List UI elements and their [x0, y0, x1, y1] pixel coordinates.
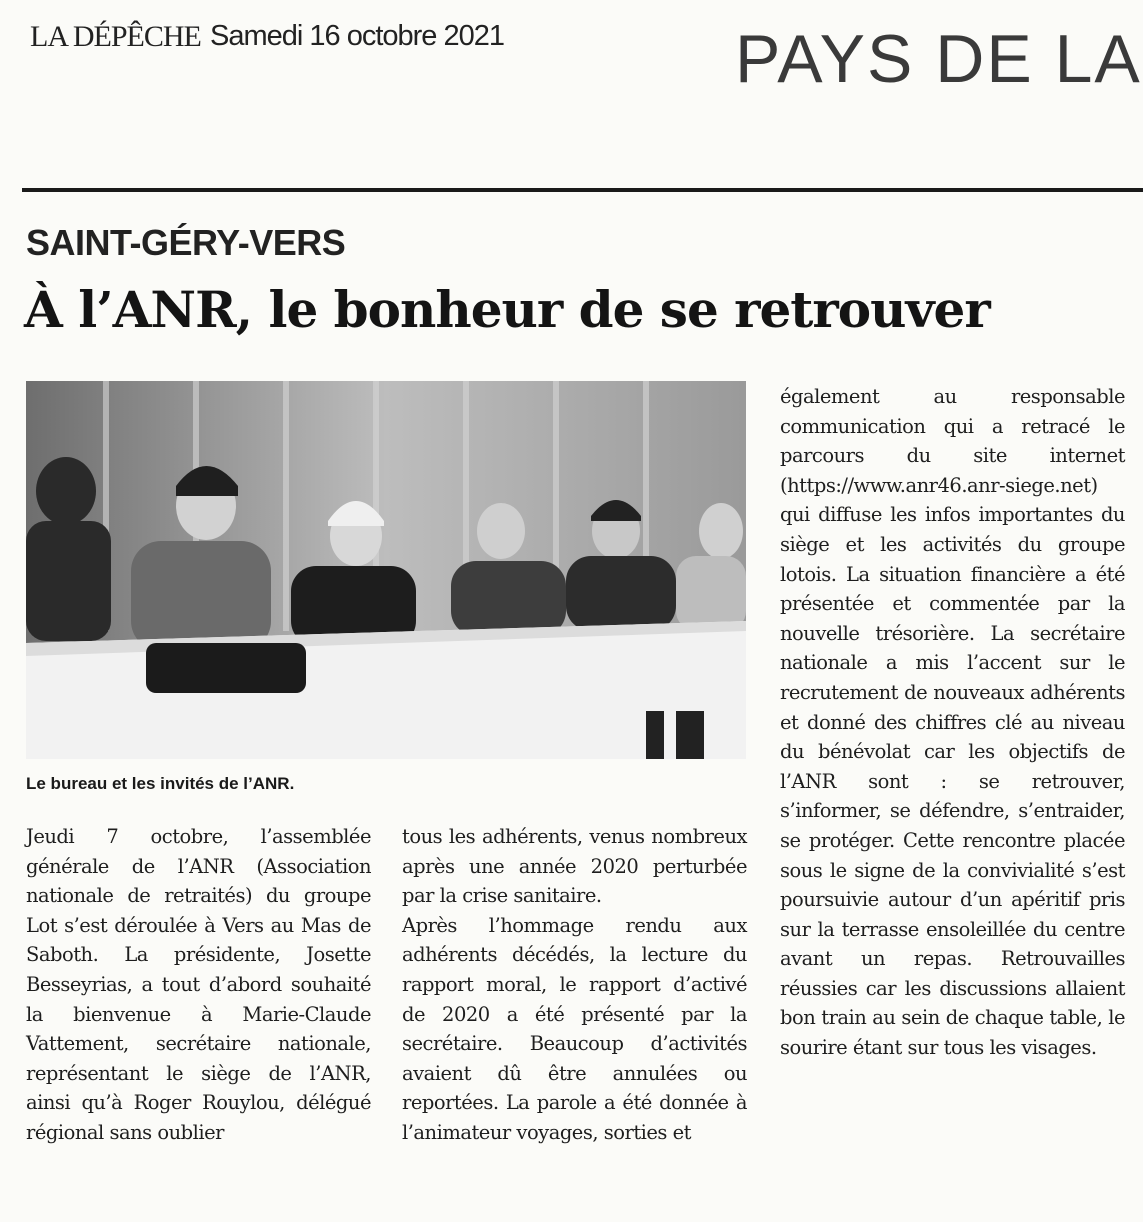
- paragraph: également au responsable communication qui a retracé le parcours du site internet (https://www.anr46.anr-siege.net) qui diffuse les infos importantes du siège et les activités du groupe lotois. La situation financière a été présentée et commentée par la nouvelle trésorière. La secrétaire nationale a mis l’accent sur le recrutement de nouveaux adhérents et donné des chiffres clé au niveau du bénévolat car les objectifs de l’ANR sont : se retrouver, s’informer, se défendre, s’entraider, se protéger. Cette rencontre placée sous le signe de la convivialité s’est poursuivie autour d’un apéritif pris sur la terrasse ensoleillée du centre avant un repas. Retrouvailles réussies car les discussions allaient bon train au sein de chaque table, le sourire étant sur tous les visages.: [780, 385, 1125, 1060]
- paragraph: tous les adhérents, venus nombreux après une année 2020 perturbée par la crise sanitaire.: [402, 825, 747, 908]
- article-column-1: [26, 822, 371, 1148]
- publication-date: Samedi 16 octobre 2021: [210, 20, 504, 52]
- photo-caption: Le bureau et les invités de l’ANR.: [26, 774, 295, 793]
- article-locality: SAINT-GÉRY-VERS: [26, 222, 346, 263]
- photo-illustration: [26, 381, 746, 759]
- article-column-2: [402, 822, 747, 1148]
- article-photo: [26, 381, 746, 759]
- article-headline: À l’ANR, le bonheur de se retrouver: [24, 280, 990, 339]
- paragraph: Après l’hommage rendu aux adhérents décédés, la lecture du rapport moral, le rapport d’activé de 2020 a été présenté par la secrétaire. Beaucoup d’activités avaient dû être annulées ou reportées. La parole a été donnée à l’animateur voyages, sorties et: [402, 913, 747, 1144]
- section-rule: [22, 188, 1143, 192]
- paragraph: Jeudi 7 octobre, l’assemblée générale de l’ANR (Association nationale de retraités) du groupe Lot s’est déroulée à Vers au Mas de Saboth. La présidente, Josette Besseyrias, a tout d’abord souhaité la bienvenue à Marie-Claude Vattement, secrétaire nationale, représentant le siège de l’ANR, ainsi qu’à Roger Rouylou, délégué régional sans oublier: [26, 825, 371, 1144]
- article-column-3: [780, 382, 1125, 1063]
- newspaper-name: LA DÉPÊCHE: [30, 20, 201, 53]
- section-title: PAYS DE LA: [735, 21, 1142, 97]
